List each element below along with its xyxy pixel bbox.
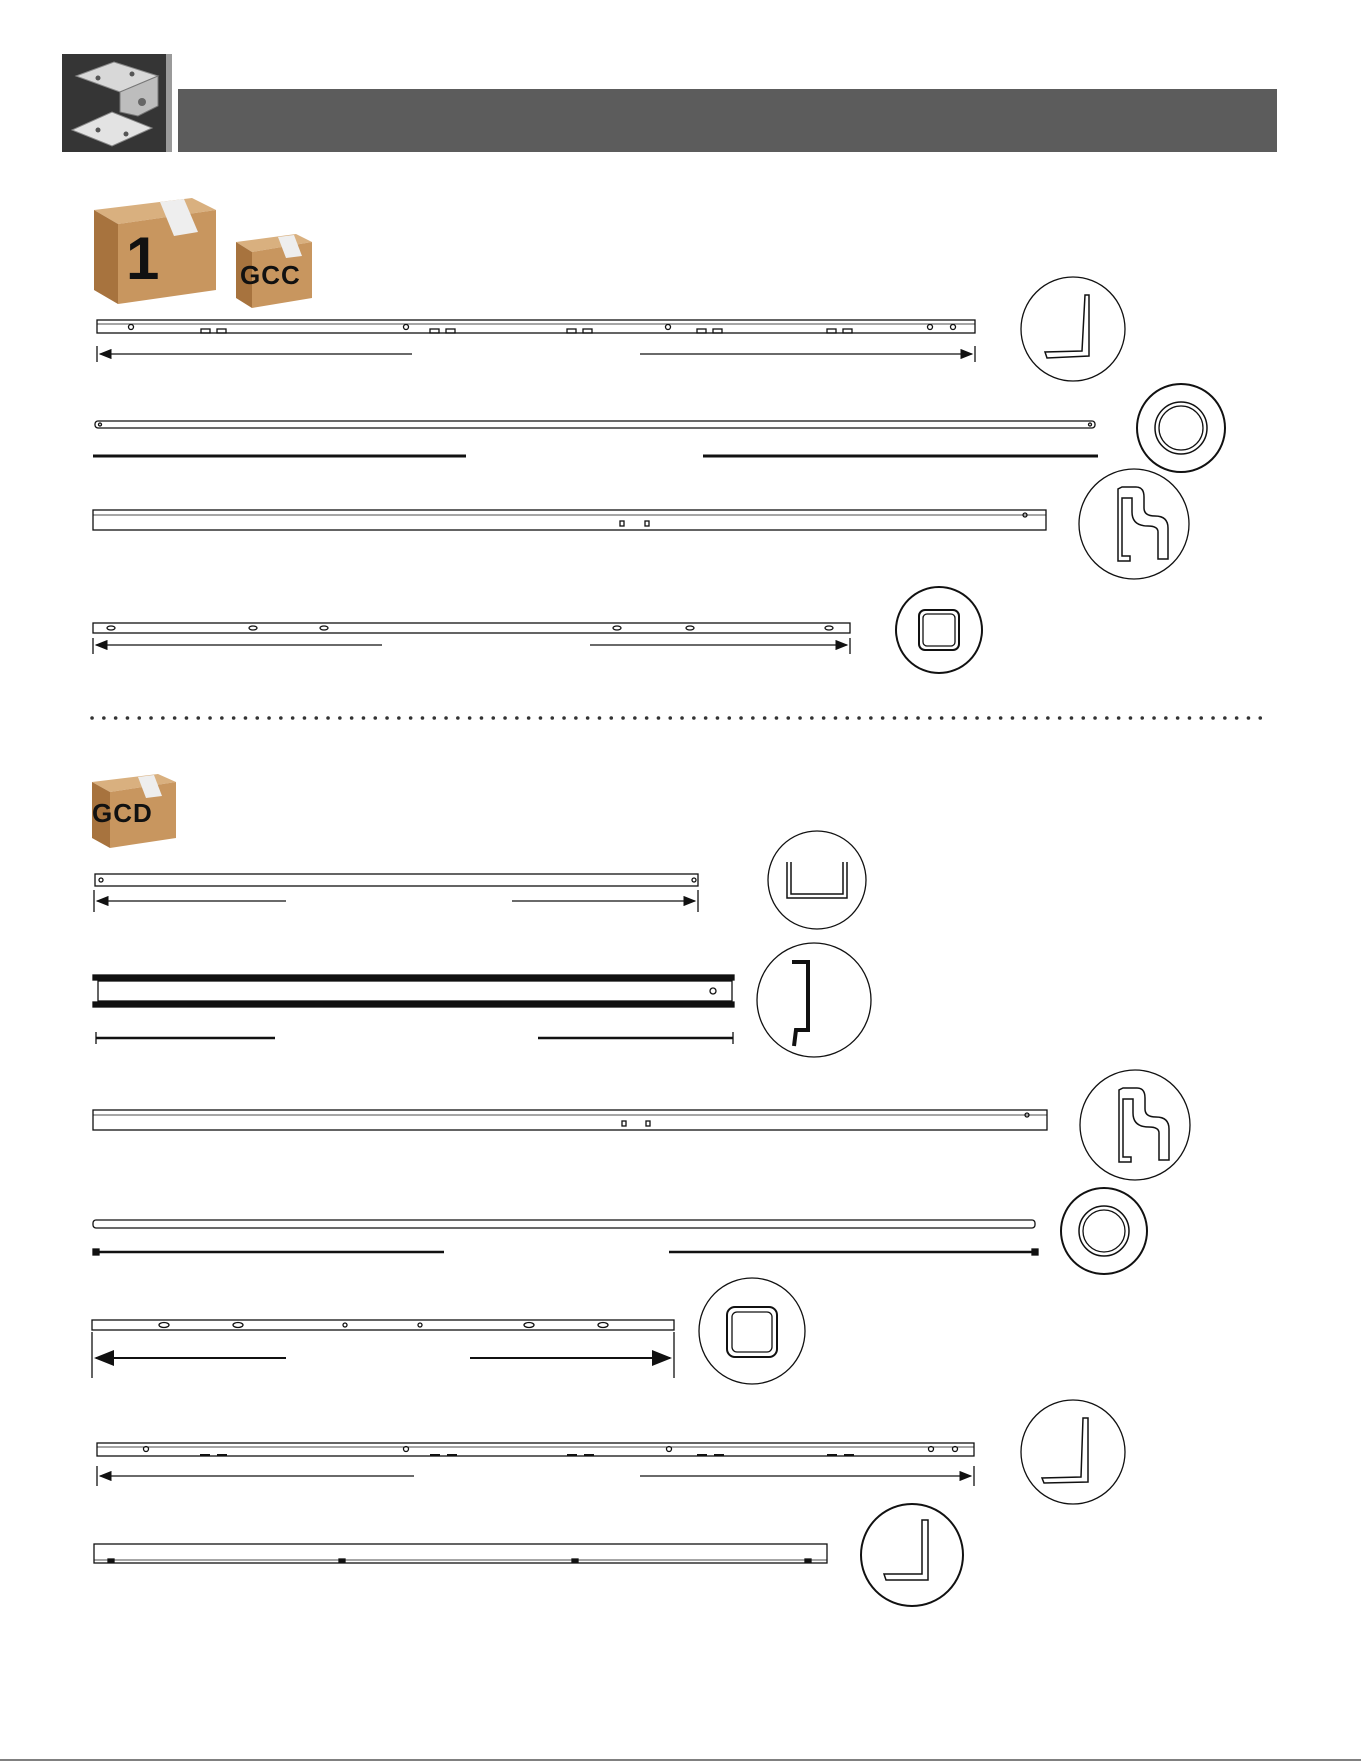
- dimension-line: [97, 1466, 974, 1486]
- u-channel-part: [95, 874, 698, 886]
- dimension-line: [92, 1332, 674, 1378]
- round-profile-circle: [1137, 384, 1225, 472]
- l-profile-circle: [861, 1504, 963, 1606]
- square-profile-circle: [699, 1278, 805, 1384]
- square-tube-part: [92, 1320, 674, 1330]
- box-code-label: GCC: [240, 260, 301, 290]
- track-profile-circle: [1079, 469, 1189, 579]
- dimension-line: [93, 638, 850, 654]
- angle-bar-part: [94, 1544, 827, 1563]
- square-tube-part: [93, 623, 850, 633]
- z-profile-circle: [757, 943, 871, 1057]
- box-code-label: GCD: [92, 798, 153, 828]
- u-profile-circle: [768, 831, 866, 929]
- double-rail-part: [93, 975, 734, 1007]
- track-profile-circle: [1080, 1070, 1190, 1180]
- round-profile-circle: [1061, 1188, 1147, 1274]
- dimension-line: [93, 1249, 1038, 1255]
- round-pipe-part: [93, 1220, 1035, 1228]
- dimension-line: [94, 890, 698, 912]
- box-number-label: 1: [126, 225, 161, 292]
- track-channel-part: [93, 1110, 1047, 1130]
- angle-rail-part: [97, 320, 975, 333]
- angle-profile-circle: [1021, 277, 1125, 381]
- square-profile-circle: [896, 587, 982, 673]
- angle-rail-part: [97, 1443, 974, 1456]
- dimension-line: [96, 1032, 733, 1044]
- track-channel-part: [93, 510, 1046, 530]
- dimension-line: [97, 346, 975, 362]
- round-pipe-part: [95, 421, 1095, 428]
- angle-profile-circle: [1021, 1400, 1125, 1504]
